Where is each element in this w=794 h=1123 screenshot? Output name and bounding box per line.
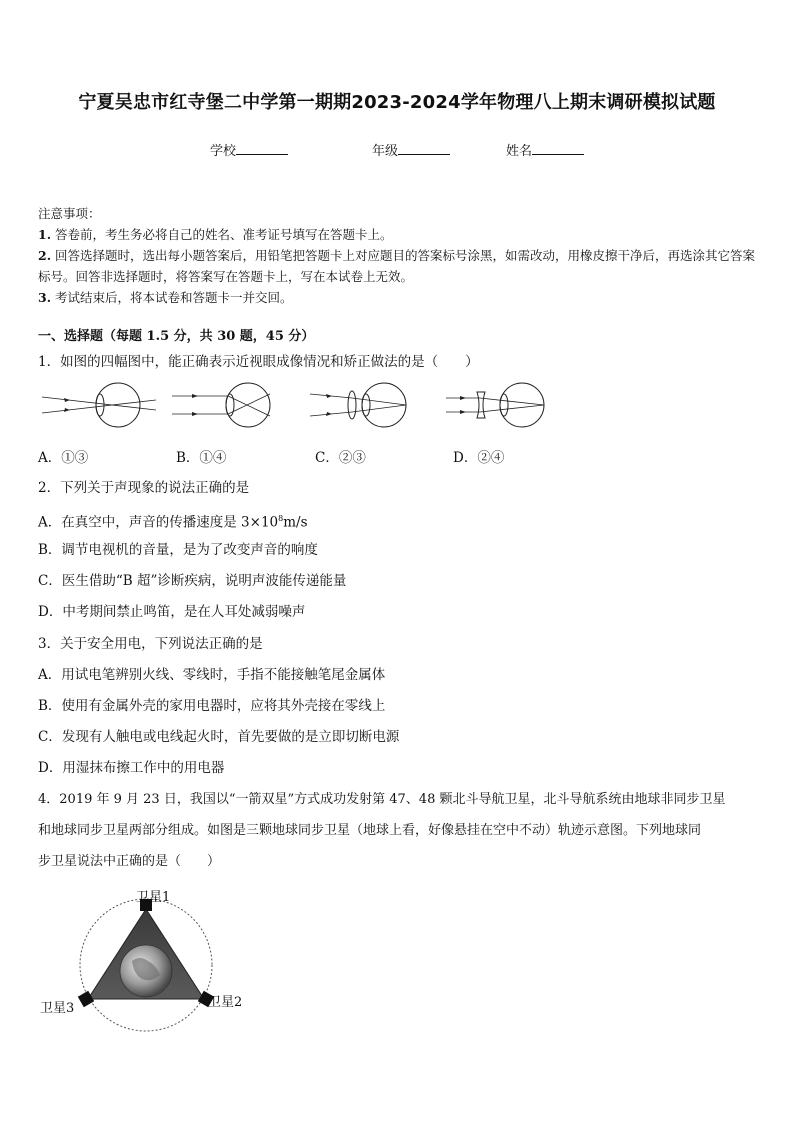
eye-diagram-4 [444, 380, 554, 430]
eye-diagram-1 [40, 380, 158, 430]
name-blank[interactable] [532, 142, 584, 155]
note-text: 答卷前，考生务必将自己的姓名、准考证号填写在答题卡上。 [55, 227, 393, 242]
eye-diagram-3 [308, 380, 418, 430]
q3-option-c[interactable]: C．发现有人触电或电线起火时，首先要做的是立即切断电源 [38, 729, 400, 745]
grade-field [372, 140, 450, 159]
notes-heading: 注意事项： [38, 206, 101, 221]
q3-stem: 3．关于安全用电，下列说法正确的是 [38, 636, 263, 652]
q1-option-b[interactable]: B．①④ [176, 450, 227, 466]
name-label: 姓名 [506, 144, 533, 159]
q1-option-a[interactable]: A．①③ [38, 450, 89, 466]
note-num: 1. [38, 227, 52, 242]
notes-block [38, 203, 758, 308]
satellite-2-label: 卫星2 [208, 995, 243, 1010]
note-num: 2. [38, 248, 52, 263]
note-num: 3. [38, 290, 52, 305]
q2-a-text: A．在真空中，声音的传播速度是 3×10 [38, 514, 279, 531]
section-heading: 一、选择题（每题 1.5 分，共 30 题，45 分） [38, 329, 315, 344]
note-item [38, 287, 758, 308]
note-text: 考试结束后，将本试卷和答题卡一并交回。 [55, 290, 293, 305]
note-item [38, 245, 758, 287]
eye-diagram-2 [170, 380, 280, 430]
note-text: 回答选择题时，选出每小题答案后，用铅笔把答题卡上对应题目的答案标号涂黑，如需改动，用橡皮擦干净后，再选涂其它答案标号。回答非选择题时，将答案写在答题卡上，写在本试卷上无效。 [38, 248, 756, 284]
q3-option-b[interactable]: B．使用有金属外壳的家用电器时，应将其外壳接在零线上 [38, 698, 386, 714]
school-blank[interactable] [236, 142, 288, 155]
q2-option-c[interactable]: C．医生借助“B 超”诊断疾病，说明声波能传递能量 [38, 573, 347, 589]
q2-a-unit: m/s [283, 514, 308, 531]
q2-a-exponent: 8 [278, 514, 284, 523]
note-item [38, 224, 758, 245]
q4-line-3: 步卫星说法中正确的是（ ） [38, 854, 221, 869]
name-field [506, 140, 584, 159]
school-field [210, 140, 288, 159]
q2-stem: 2．下列关于声现象的说法正确的是 [38, 480, 250, 496]
satellite-orbit-figure [72, 895, 222, 1035]
q2-option-b[interactable]: B．调节电视机的音量，是为了改变声音的响度 [38, 542, 318, 558]
q2-option-a[interactable] [38, 508, 758, 534]
grade-label: 年级 [372, 144, 399, 159]
q3-option-d[interactable]: D．用湿抹布擦工作中的用电器 [38, 760, 225, 776]
grade-blank[interactable] [398, 142, 450, 155]
q1-stem: 1．如图的四幅图中，能正确表示近视眼成像情况和矫正做法的是（ ） [38, 354, 479, 370]
satellite-3-label: 卫星3 [40, 1001, 75, 1016]
q4-line-1: 4．2019 年 9 月 23 日，我国以“一箭双星”方式成功发射第 47、48 颗北斗导航卫星，北斗导航系统由地球非同步卫星 [38, 792, 726, 807]
q2-option-d[interactable]: D．中考期间禁止鸣笛，是在人耳处减弱噪声 [38, 604, 306, 620]
satellite-1-label: 卫星1 [136, 890, 171, 905]
exam-title: 宁夏吴忠市红寺堡二中学第一期期2023-2024学年物理八上期末调研模拟试题 [78, 92, 716, 113]
q1-option-c[interactable]: C．②③ [315, 450, 366, 466]
q4-line-2: 和地球同步卫星两部分组成。如图是三颗地球同步卫星（地球上看，好像悬挂在空中不动）轨迹示意图。下列地球同 [38, 823, 702, 838]
school-label: 学校 [210, 144, 237, 159]
q3-option-a[interactable]: A．用试电笔辨别火线、零线时，手指不能接触笔尾金属体 [38, 667, 386, 683]
q1-option-d[interactable]: D．②④ [453, 450, 505, 466]
